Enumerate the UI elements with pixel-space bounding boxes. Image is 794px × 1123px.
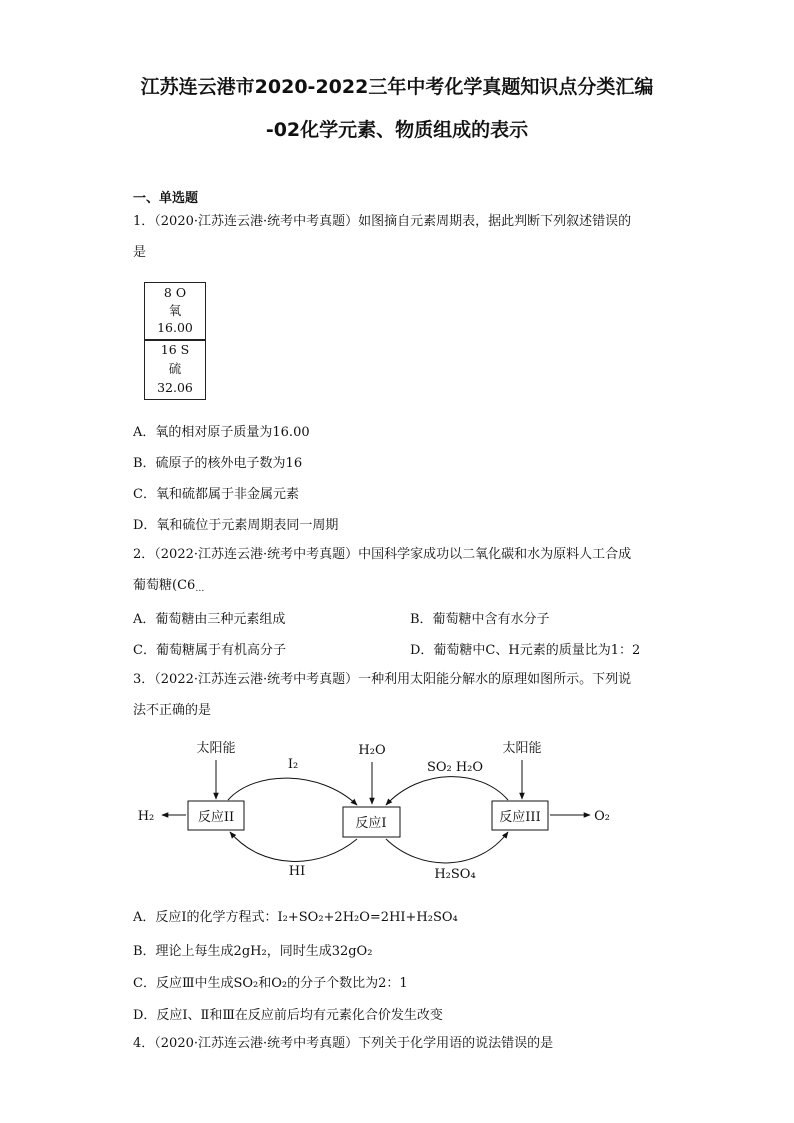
hi-label: HI (288, 864, 306, 879)
sun-energy-left-label: 太阳能 (196, 741, 236, 756)
doc-title-line2: -02化学元素、物质组成的表示 (265, 119, 529, 141)
q1-stem-line1: 1．（2020·江苏连云港·统考中考真题）如图摘自元素周期表，据此判断下列叙述错误的 (133, 214, 632, 229)
i2-label: I₂ (287, 757, 299, 772)
h2-label: H₂ (137, 809, 155, 824)
element-name: 氧 (168, 303, 182, 318)
element-name: 硫 (168, 361, 182, 376)
q1-option-a: A．氧的相对原子质量为16.00 (133, 425, 310, 440)
h2so4-label: H₂SO₄ (434, 867, 476, 882)
q4-stem-line1: 4．（2020·江苏连云港·统考中考真题）下列关于化学用语的说法错误的是 (133, 1036, 554, 1051)
element-mass: 16.00 (157, 320, 193, 335)
reaction-ii-label: 反应II (197, 810, 235, 825)
q2-option-c: C．葡萄糖属于有机高分子 (133, 643, 286, 658)
q1-stem-line2: 是 (133, 245, 147, 260)
h2so4-curve-arrow (386, 832, 508, 863)
q2-option-a: A．葡萄糖由三种元素组成 (133, 612, 286, 627)
i2-curve-arrow (228, 778, 357, 805)
element-mass: 32.06 (157, 380, 193, 395)
q3-option-c: C．反应Ⅲ中生成SO₂和O₂的分子个数比为2：1 (133, 976, 408, 991)
q3-option-a: A．反应Ⅰ的化学方程式：I₂+SO₂+2H₂O=2HI+H₂SO₄ (133, 910, 458, 925)
reaction-i-label: 反应I (355, 816, 387, 831)
section-heading: 一、单选题 (133, 191, 199, 206)
element-header: 16 S (160, 342, 190, 357)
q3-stem-line1: 3．（2022·江苏连云港·统考中考真题）一种利用太阳能分解水的原理如图所示。下列说 (133, 672, 632, 687)
h2o-top-label: H₂O (358, 743, 386, 758)
q1-option-b: B．硫原子的核外电子数为16 (133, 456, 303, 471)
reaction-iii-label: 反应III (499, 810, 541, 825)
sun-energy-right-label: 太阳能 (502, 741, 542, 756)
element-header: 8 O (163, 285, 187, 300)
q2-stem-line1: 2．（2022·江苏连云港·统考中考真题）中国科学家成功以二氧化碳和水为原料人工合成 (133, 547, 632, 562)
q3-stem-line2: 法不正确的是 (133, 703, 212, 718)
so2-h2o-curve-arrow (386, 777, 508, 805)
q3-option-b: B．理论上每生成2gH₂，同时生成32gO₂ (133, 944, 373, 959)
q2-option-d: D．葡萄糖中C、H元素的质量比为1：2 (410, 643, 641, 658)
q1-option-c: C．氧和硫都属于非金属元素 (133, 487, 299, 502)
q2-option-b: B．葡萄糖中含有水分子 (410, 612, 550, 627)
hi-curve-arrow (230, 832, 357, 861)
q3-option-d: D．反应Ⅰ、Ⅱ和Ⅲ在反应前后均有元素化合价发生改变 (133, 1008, 443, 1023)
doc-title-line1: 江苏连云港市2020-2022三年中考化学真题知识点分类汇编 (140, 76, 654, 98)
q1-option-d: D．氧和硫位于元素周期表同一周期 (133, 518, 339, 533)
so2-h2o-label: SO₂ H₂O (426, 760, 484, 775)
q2-stem-line2: 葡萄糖($C6_\dots$ (133, 578, 205, 594)
o2-label: O₂ (594, 809, 610, 824)
